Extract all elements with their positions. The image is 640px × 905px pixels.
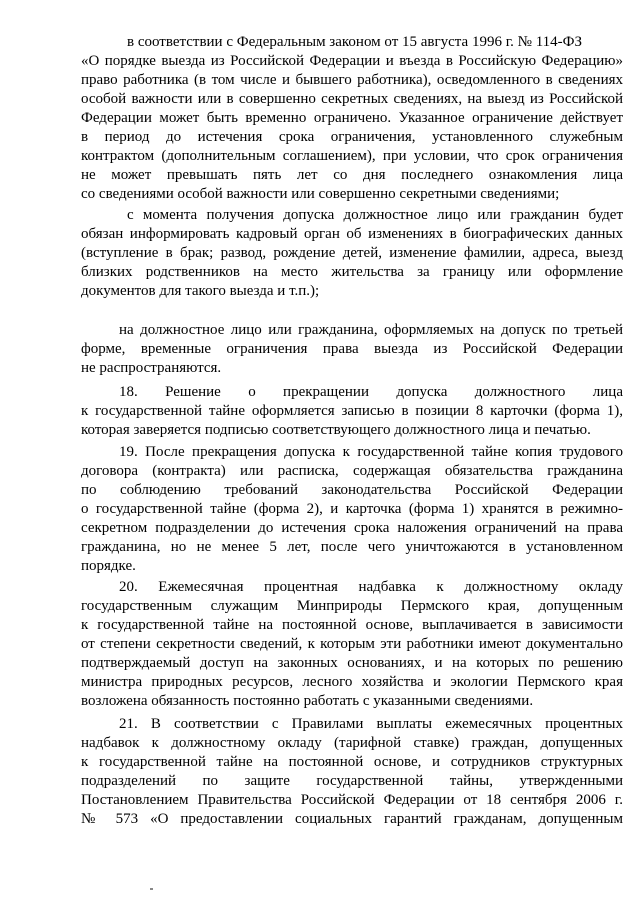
text-line: «О порядке выезда из Российской Федерации и въезда в Российскую Федерацию»: [81, 53, 623, 69]
text-line: к государственной тайне на постоянной основе, и сотрудников структурных: [81, 754, 623, 770]
text-line: 20. Ежемесячная процентная надбавка к должностному окладу: [119, 579, 623, 595]
text-line: подтверждаемый доступ на законных основаниях, и на которых по решению: [81, 655, 623, 671]
text-line: не распространяются.: [81, 360, 222, 376]
paragraph-inform-hr: [81, 206, 623, 301]
text-line: договора (контракта) или расписка, содержащая обязательства гражданина: [81, 463, 623, 479]
text-line: не может превышать пять лет со дня последнего ознакомления лица: [81, 167, 623, 183]
text-line: форме, временные ограничения права выезда из Российской Федерации: [81, 341, 623, 357]
text-line: гражданина, но не менее 5 лет, после чего уничтожаются в установленном: [81, 539, 623, 555]
text-line: которая заверяется подписью соответствующего должностного лица и печатью.: [81, 422, 591, 438]
text-line: № 573 «О предоставлении социальных гарантий гражданам, допущенным: [81, 811, 623, 827]
text-line: порядке.: [81, 558, 136, 574]
text-line: о государственной тайне (форма 2), и карточка (форма 1) хранятся в режимно-: [81, 501, 623, 517]
text-line: возложена обязанность постоянно работать с указанными сведениями.: [81, 693, 534, 709]
text-line: подразделений по защите государственной тайны, утвержденными: [81, 773, 623, 789]
paragraph-exit-restriction: [81, 33, 623, 204]
paragraph-third-form: [81, 321, 623, 378]
text-line: от степени секретности сведений, к которым эти работники имеют документально: [81, 636, 623, 652]
paragraph-item-21: [81, 715, 623, 829]
text-line: государственным служащим Минприроды Пермского края, допущенным: [81, 598, 623, 614]
text-line: к государственной тайне оформляется записью в позиции 8 карточки (форма 1),: [81, 403, 623, 419]
text-line: министра природных ресурсов, лесного хозяйства и экологии Пермского края: [81, 674, 623, 690]
text-line: (вступление в брак; развод, рождение детей, изменение фамилии, адреса, выезд: [81, 245, 623, 261]
text-line: по соблюдению требований законодательства Российской Федерации: [81, 482, 623, 498]
text-line: 18. Решение о прекращении допуска должностного лица: [119, 384, 623, 400]
text-line: право работника (в том числе и бывшего работника), осведомленного в сведениях: [81, 72, 623, 88]
text-line: к государственной тайне на постоянной основе, выплачивается в зависимости: [81, 617, 623, 633]
text-line: Федерации может быть временно ограничено. Указанное ограничение действует: [81, 110, 623, 126]
text-line: контрактом (дополнительным соглашением), при условии, что срок ограничения: [81, 148, 623, 164]
text-line: секретном подразделении до истечения срока наложения ограничений на права: [81, 520, 623, 536]
text-line: на должностное лицо или гражданина, оформляемых на допуск по третьей: [119, 322, 623, 338]
paragraph-item-19: [81, 443, 623, 576]
text-line: со сведениями особой важности или совершенно секретными сведениями;: [81, 186, 560, 202]
text-line: документов для такого выезда и т.п.);: [81, 283, 320, 299]
text-line: особой важности или в совершенно секретных сведениях, на выезд из Российской: [81, 91, 623, 107]
paragraph-item-20: [81, 578, 623, 711]
paragraph-item-18: [81, 383, 623, 440]
text-line: близких родственников на место жительства за границу или оформление: [81, 264, 623, 280]
text-line: в период до истечения срока ограничения, установленного служебным: [81, 129, 623, 145]
text-line: 21. В соответствии с Правилами выплаты ежемесячных процентных: [119, 716, 623, 732]
text-line: Постановлением Правительства Российской Федерации от 18 сентября 2006 г.: [81, 792, 623, 808]
text-line: надбавок к должностному окладу (тарифной ставке) граждан, допущенных: [81, 735, 623, 751]
text-line: в соответствии с Федеральным законом от 15 августа 1996 г. № 114-ФЗ: [127, 34, 583, 50]
scan-speck: [150, 888, 153, 890]
text-line: с момента получения допуска должностное лицо или гражданин будет: [127, 207, 623, 223]
text-line: 19. После прекращения допуска к государственной тайне копия трудового: [119, 444, 623, 460]
text-line: обязан информировать кадровый орган об изменениях в биографических данных: [81, 226, 623, 242]
